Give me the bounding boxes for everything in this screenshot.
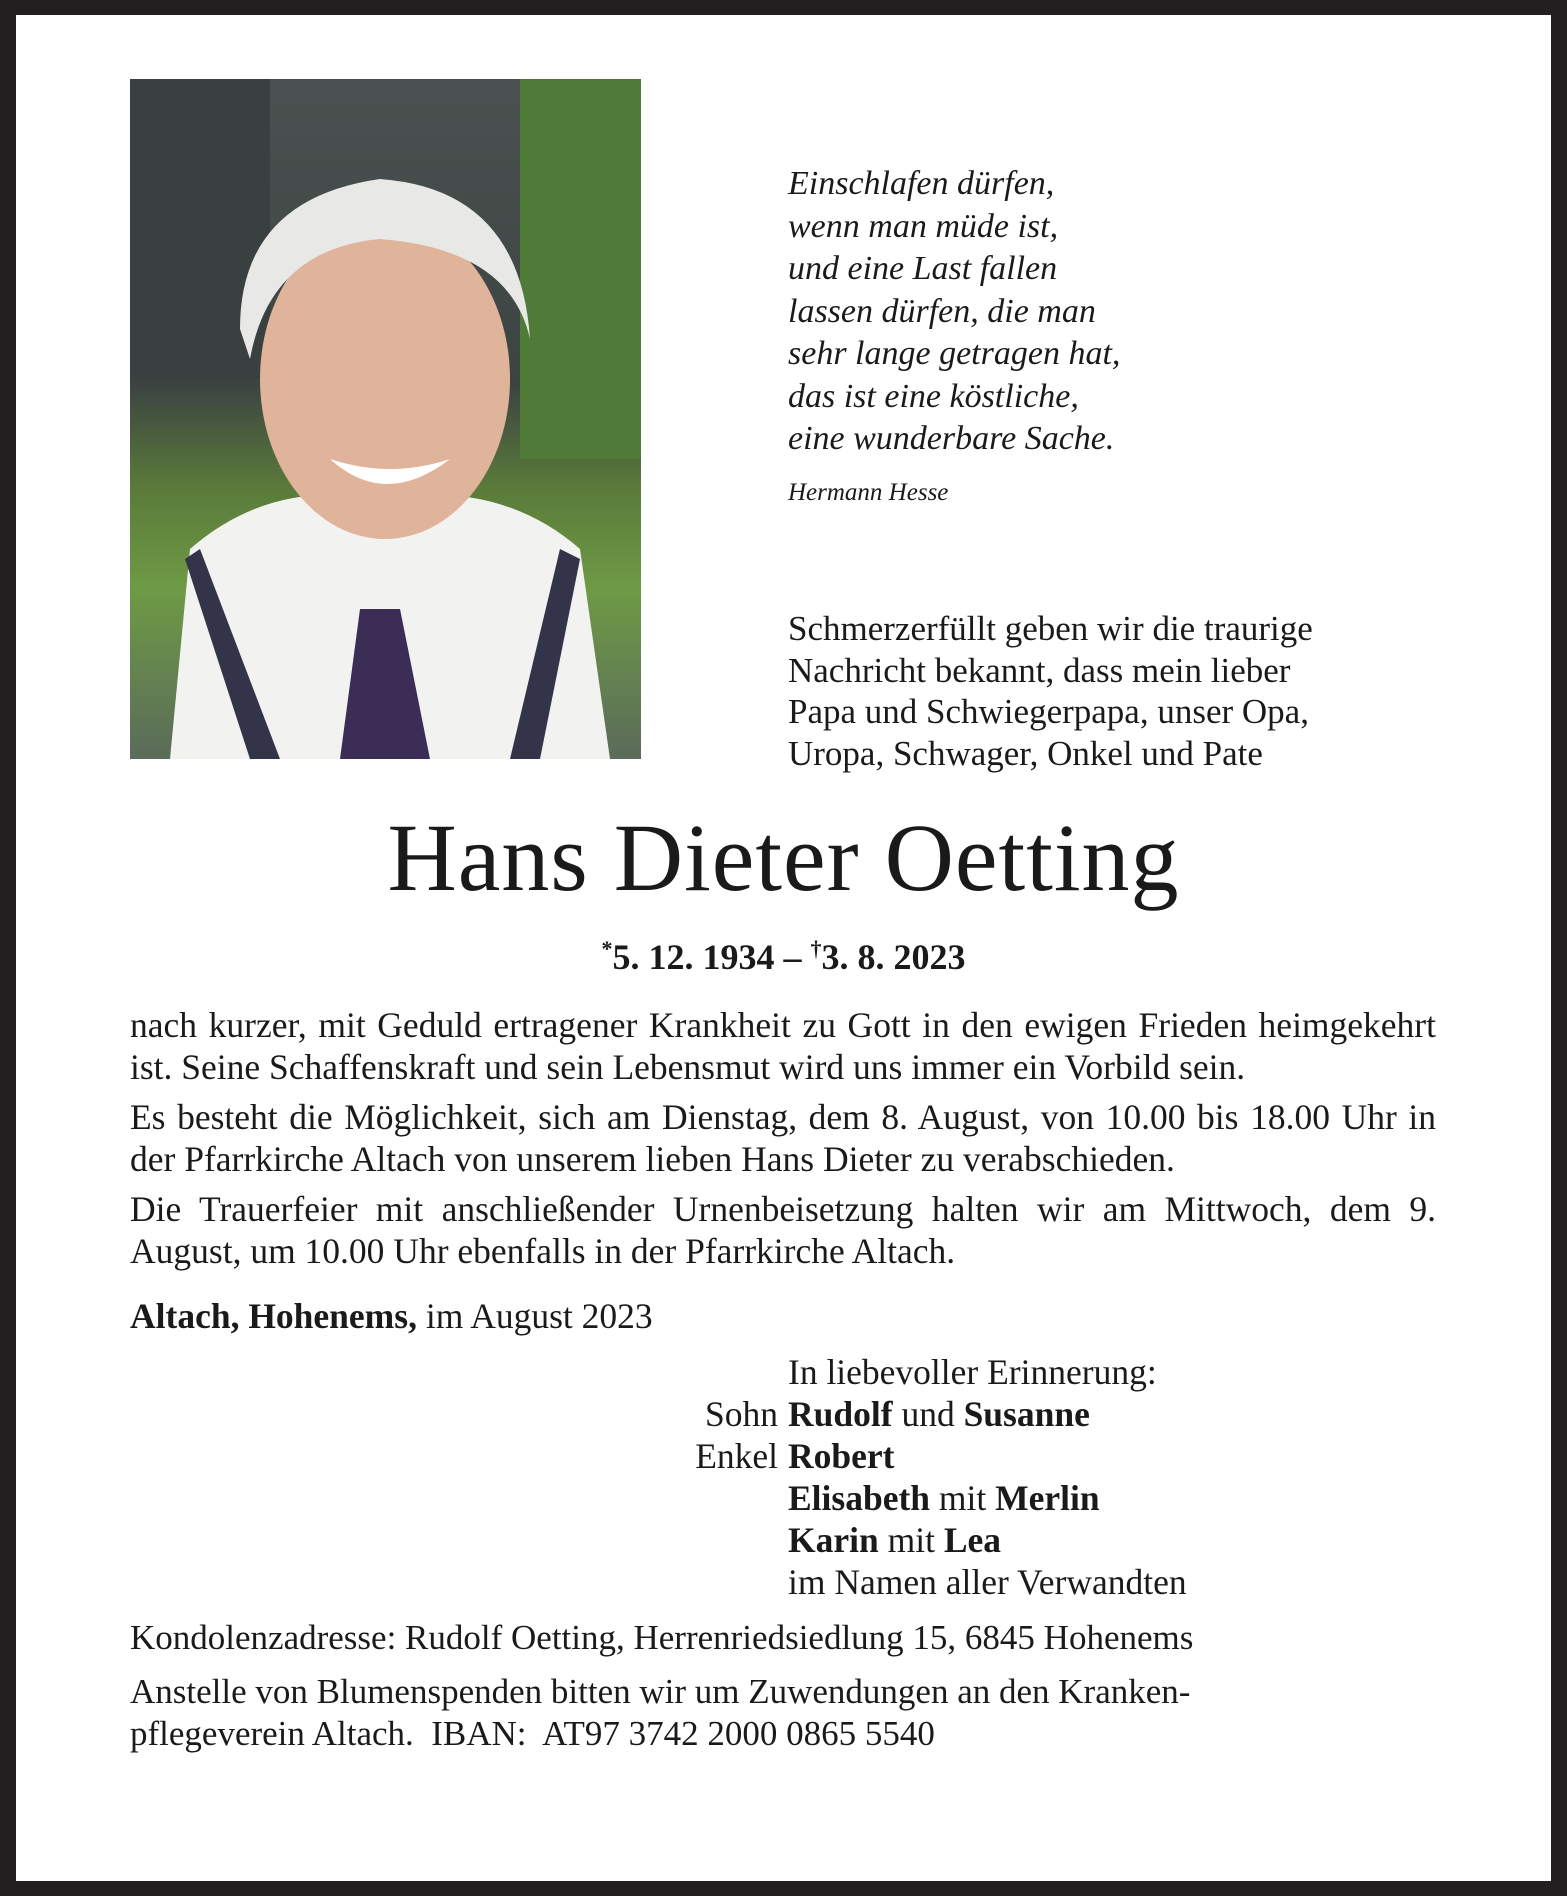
intro-line: Schmerzerfüllt geben wir die traurige xyxy=(788,609,1313,648)
connector: mit xyxy=(930,1478,996,1518)
family-row xyxy=(788,1393,1436,1435)
relation-spacer xyxy=(130,1519,778,1561)
poem-line: das ist eine köstliche, xyxy=(788,377,1079,415)
poem-line: lassen dürfen, die man xyxy=(788,292,1096,330)
note-line: pflegeverein Altach. IBAN: AT97 3742 2000 0865 5540 xyxy=(130,1714,935,1753)
family-name: Susanne xyxy=(963,1394,1090,1434)
family-closing: im Namen aller Verwandten xyxy=(788,1562,1187,1602)
note-line: Anstelle von Blumenspenden bitten wir um Zuwendungen an den Kranken- xyxy=(130,1672,1191,1711)
birth-symbol: * xyxy=(601,936,613,961)
family-name: Lea xyxy=(943,1520,1002,1560)
family-row xyxy=(788,1435,1436,1477)
lower-section xyxy=(130,1005,1436,1755)
poem-line: sehr lange getragen hat, xyxy=(788,335,1121,372)
relation-label: Sohn xyxy=(705,1394,778,1434)
relation-spacer xyxy=(130,1351,778,1393)
poem-line: und eine Last fallen xyxy=(788,250,1058,287)
date-separator: – xyxy=(774,937,811,977)
obituary-page xyxy=(16,15,1551,1881)
body-paragraph: nach kurzer, mit Geduld ertragener Krankheit zu Gott in den ewigen Frieden heimgekehrt ist. Seine Schaffenskraft und sein Lebensmut wird uns immer ein Vorbild sein. xyxy=(130,1005,1436,1087)
birth-date: 5. 12. 1934 xyxy=(612,937,775,977)
donation-note xyxy=(130,1671,1436,1755)
place-date xyxy=(130,1295,1436,1337)
connector: mit xyxy=(878,1520,944,1560)
relation-spacer xyxy=(130,1561,778,1603)
family-name: Karin xyxy=(788,1520,879,1560)
intro-text xyxy=(788,608,1313,774)
family-list xyxy=(130,1351,1436,1603)
body-text xyxy=(130,1005,1436,1281)
intro-line: Uropa, Schwager, Onkel und Pate xyxy=(788,733,1263,773)
death-symbol: † xyxy=(810,936,822,961)
family-row xyxy=(788,1519,1436,1561)
connector: und xyxy=(892,1394,964,1434)
body-paragraph: Es besteht die Möglichkeit, sich am Dienstag, dem 8. August, von 10.00 bis 18.00 Uhr in der Pfarrkirche Altach von unserem lieben Hans Dieter zu verabschieden. xyxy=(130,1097,1436,1179)
body-paragraph: Die Trauerfeier mit anschließender Urnenbeisetzung halten wir am Mittwoch, dem 9. August, um 10.00 Uhr ebenfalls in der Pfarrkirche Altach. xyxy=(130,1189,1436,1271)
poem-line: wenn man müde ist, xyxy=(788,207,1059,245)
relation-label: Enkel xyxy=(695,1436,778,1476)
condolence-address: Kondolenzadresse: Rudolf Oetting, Herrenriedsiedlung 15, 6845 Hohenems xyxy=(130,1618,1194,1657)
intro-line: Nachricht bekannt, dass mein lieber xyxy=(788,650,1291,690)
relation-spacer xyxy=(130,1477,778,1519)
poem xyxy=(788,163,1120,461)
life-dates xyxy=(16,927,1551,979)
family-name: Elisabeth xyxy=(788,1478,931,1518)
death-date: 3. 8. 2023 xyxy=(821,937,966,977)
poem-line: Einschlafen dürfen, xyxy=(788,165,1055,202)
family-name: Robert xyxy=(788,1436,895,1476)
intro-line: Papa und Schwiegerpapa, unser Opa, xyxy=(788,692,1309,731)
poem-author: Hermann Hesse xyxy=(788,479,949,506)
poem-line: eine wunderbare Sache. xyxy=(788,420,1115,457)
family-row xyxy=(788,1477,1436,1519)
date: im August 2023 xyxy=(416,1296,653,1336)
family-name: Merlin xyxy=(995,1478,1100,1518)
portrait-photo xyxy=(130,79,641,759)
family-name: Rudolf xyxy=(788,1394,893,1434)
family-heading: In liebevoller Erinnerung: xyxy=(788,1352,1157,1392)
deceased-name: Hans Dieter Oetting xyxy=(387,804,1180,911)
place: Altach, Hohenems, xyxy=(130,1296,417,1336)
